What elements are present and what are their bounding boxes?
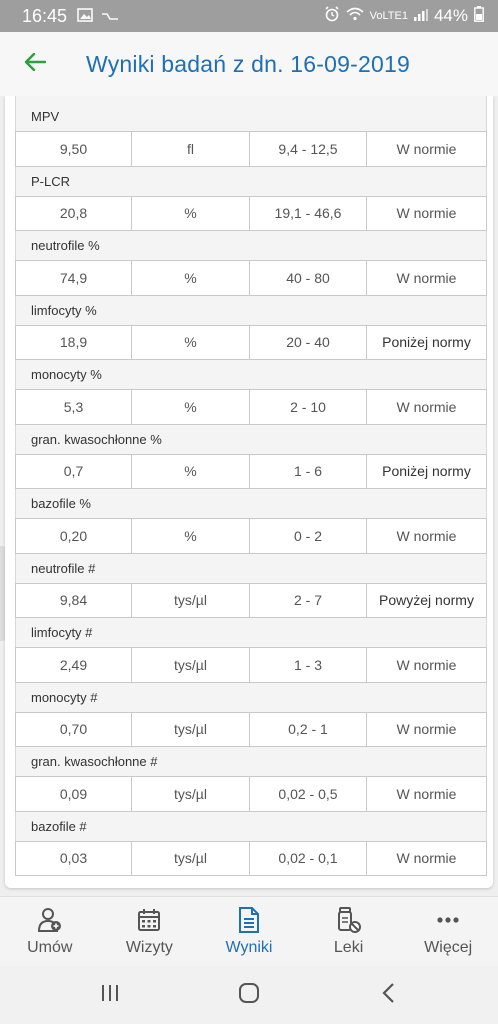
table-row: [15, 196, 487, 232]
back-arrow-icon: [24, 53, 46, 76]
nav-label-wyniki: Wyniki: [225, 938, 273, 956]
pills-icon: [336, 907, 362, 933]
result-name: neutrofile #: [15, 554, 487, 583]
result-range: 19,1 - 46,6: [250, 197, 367, 231]
nav-label-wiecej: Więcej: [424, 938, 473, 956]
status-bar: [0, 0, 498, 32]
result-range: 0,2 - 1: [250, 713, 367, 747]
result-status: W normie: [396, 140, 457, 157]
status-right: [324, 6, 484, 27]
result-status: Poniżej normy: [382, 463, 471, 480]
result-value: 2,49: [16, 648, 132, 682]
result-unit: %: [132, 455, 250, 489]
results-scroll-area[interactable]: [0, 96, 498, 896]
nav-item-wiecej[interactable]: [398, 897, 498, 966]
nav-label-wizyty: Wizyty: [125, 938, 173, 956]
result-status: W normie: [396, 785, 457, 802]
result-name: bazofile #: [15, 812, 487, 841]
add-doctor-icon: [37, 907, 63, 933]
calendar-icon: [136, 907, 162, 933]
system-back-button[interactable]: [358, 975, 418, 1015]
result-unit: fl: [132, 132, 250, 166]
result-status: W normie: [396, 527, 457, 544]
home-button[interactable]: [219, 975, 279, 1015]
result-name: neutrofile %: [15, 231, 487, 260]
nav-item-umow[interactable]: [0, 897, 100, 966]
result-range: 2 - 7: [250, 584, 367, 618]
alarm-icon: [324, 6, 340, 27]
table-row: [15, 841, 487, 877]
results-card: [5, 96, 493, 888]
result-range: 0,02 - 0,5: [250, 777, 367, 811]
home-icon: [238, 982, 260, 1009]
result-status: W normie: [396, 656, 457, 673]
result-item: [15, 167, 487, 232]
result-range: 40 - 80: [250, 261, 367, 295]
result-value: 0,03: [16, 842, 132, 876]
result-value: 18,9: [16, 326, 132, 360]
gallery-notification-icon: [77, 8, 93, 25]
back-button[interactable]: [0, 32, 70, 96]
result-item: [15, 812, 487, 877]
result-name: monocyty #: [15, 683, 487, 712]
result-range: 20 - 40: [250, 326, 367, 360]
table-row: [15, 712, 487, 748]
result-name: MPV: [15, 102, 487, 131]
result-value: 9,50: [16, 132, 132, 166]
result-range: 1 - 6: [250, 455, 367, 489]
result-unit: tys/µl: [132, 584, 250, 618]
table-row: [15, 647, 487, 683]
table-row: [15, 583, 487, 619]
document-icon: [236, 907, 262, 933]
result-status: W normie: [396, 269, 457, 286]
result-value: 9,84: [16, 584, 132, 618]
table-row: [15, 325, 487, 361]
result-status: W normie: [396, 398, 457, 415]
squiggle-notification-icon: [101, 8, 119, 24]
result-value: 0,7: [16, 455, 132, 489]
result-status: Poniżej normy: [382, 334, 471, 351]
result-range: 2 - 10: [250, 390, 367, 424]
result-name: bazofile %: [15, 489, 487, 518]
result-unit: tys/µl: [132, 777, 250, 811]
result-item: [15, 683, 487, 748]
table-row: [15, 260, 487, 296]
result-unit: %: [132, 519, 250, 553]
nav-item-wizyty[interactable]: [100, 897, 200, 966]
app-header: [0, 32, 498, 96]
result-name: gran. kwasochłonne %: [15, 425, 487, 454]
result-name: gran. kwasochłonne #: [15, 747, 487, 776]
page-title: Wyniki badań z dn. 16-09-2019: [86, 50, 410, 77]
nav-item-leki[interactable]: [299, 897, 399, 966]
result-unit: tys/µl: [132, 648, 250, 682]
volte-label: VoLTE1: [369, 10, 408, 22]
result-status: W normie: [396, 850, 457, 867]
result-value: 5,3: [16, 390, 132, 424]
result-value: 0,70: [16, 713, 132, 747]
result-range: 0,02 - 0,1: [250, 842, 367, 876]
nav-label-umow: Umów: [27, 938, 73, 956]
chevron-left-icon: [381, 982, 395, 1009]
results-table: [15, 96, 487, 876]
result-value: 0,20: [16, 519, 132, 553]
result-status: Powyżej normy: [379, 592, 474, 609]
table-row: [15, 518, 487, 554]
result-name: limfocyty %: [15, 296, 487, 325]
result-status: W normie: [396, 205, 457, 222]
result-unit: %: [132, 326, 250, 360]
status-time: 16:45: [22, 5, 68, 26]
result-item: [15, 360, 487, 425]
result-name: P-LCR: [15, 167, 487, 196]
table-row: [15, 776, 487, 812]
result-unit: tys/µl: [132, 842, 250, 876]
result-value: 20,8: [16, 197, 132, 231]
recent-apps-icon: [100, 983, 120, 1008]
result-value: 74,9: [16, 261, 132, 295]
system-navigation-bar: [0, 966, 498, 1024]
table-row: [15, 389, 487, 425]
bottom-navigation: [0, 896, 498, 966]
result-item: [15, 618, 487, 683]
result-range: 0 - 2: [250, 519, 367, 553]
recent-apps-button[interactable]: [80, 975, 140, 1015]
more-icon: [435, 907, 461, 933]
wifi-icon: [346, 6, 364, 26]
nav-item-wyniki[interactable]: [199, 897, 299, 966]
result-unit: %: [132, 261, 250, 295]
table-row: [15, 454, 487, 490]
result-unit: %: [132, 390, 250, 424]
result-item: [15, 296, 487, 361]
result-item: [15, 554, 487, 619]
result-range: 1 - 3: [250, 648, 367, 682]
table-row: [15, 131, 487, 167]
result-item: [15, 747, 487, 812]
result-unit: tys/µl: [132, 713, 250, 747]
battery-icon: [474, 6, 484, 27]
result-value: 0,09: [16, 777, 132, 811]
signal-icon: [414, 6, 428, 26]
result-range: 9,4 - 12,5: [250, 132, 367, 166]
result-name: limfocyty #: [15, 618, 487, 647]
result-item: [15, 231, 487, 296]
battery-percent: 44%: [433, 6, 468, 25]
result-item: [15, 425, 487, 490]
result-status: W normie: [396, 721, 457, 738]
result-name: monocyty %: [15, 360, 487, 389]
nav-label-leki: Leki: [333, 938, 364, 956]
result-item: [15, 102, 487, 167]
result-unit: %: [132, 197, 250, 231]
result-item: [15, 489, 487, 554]
